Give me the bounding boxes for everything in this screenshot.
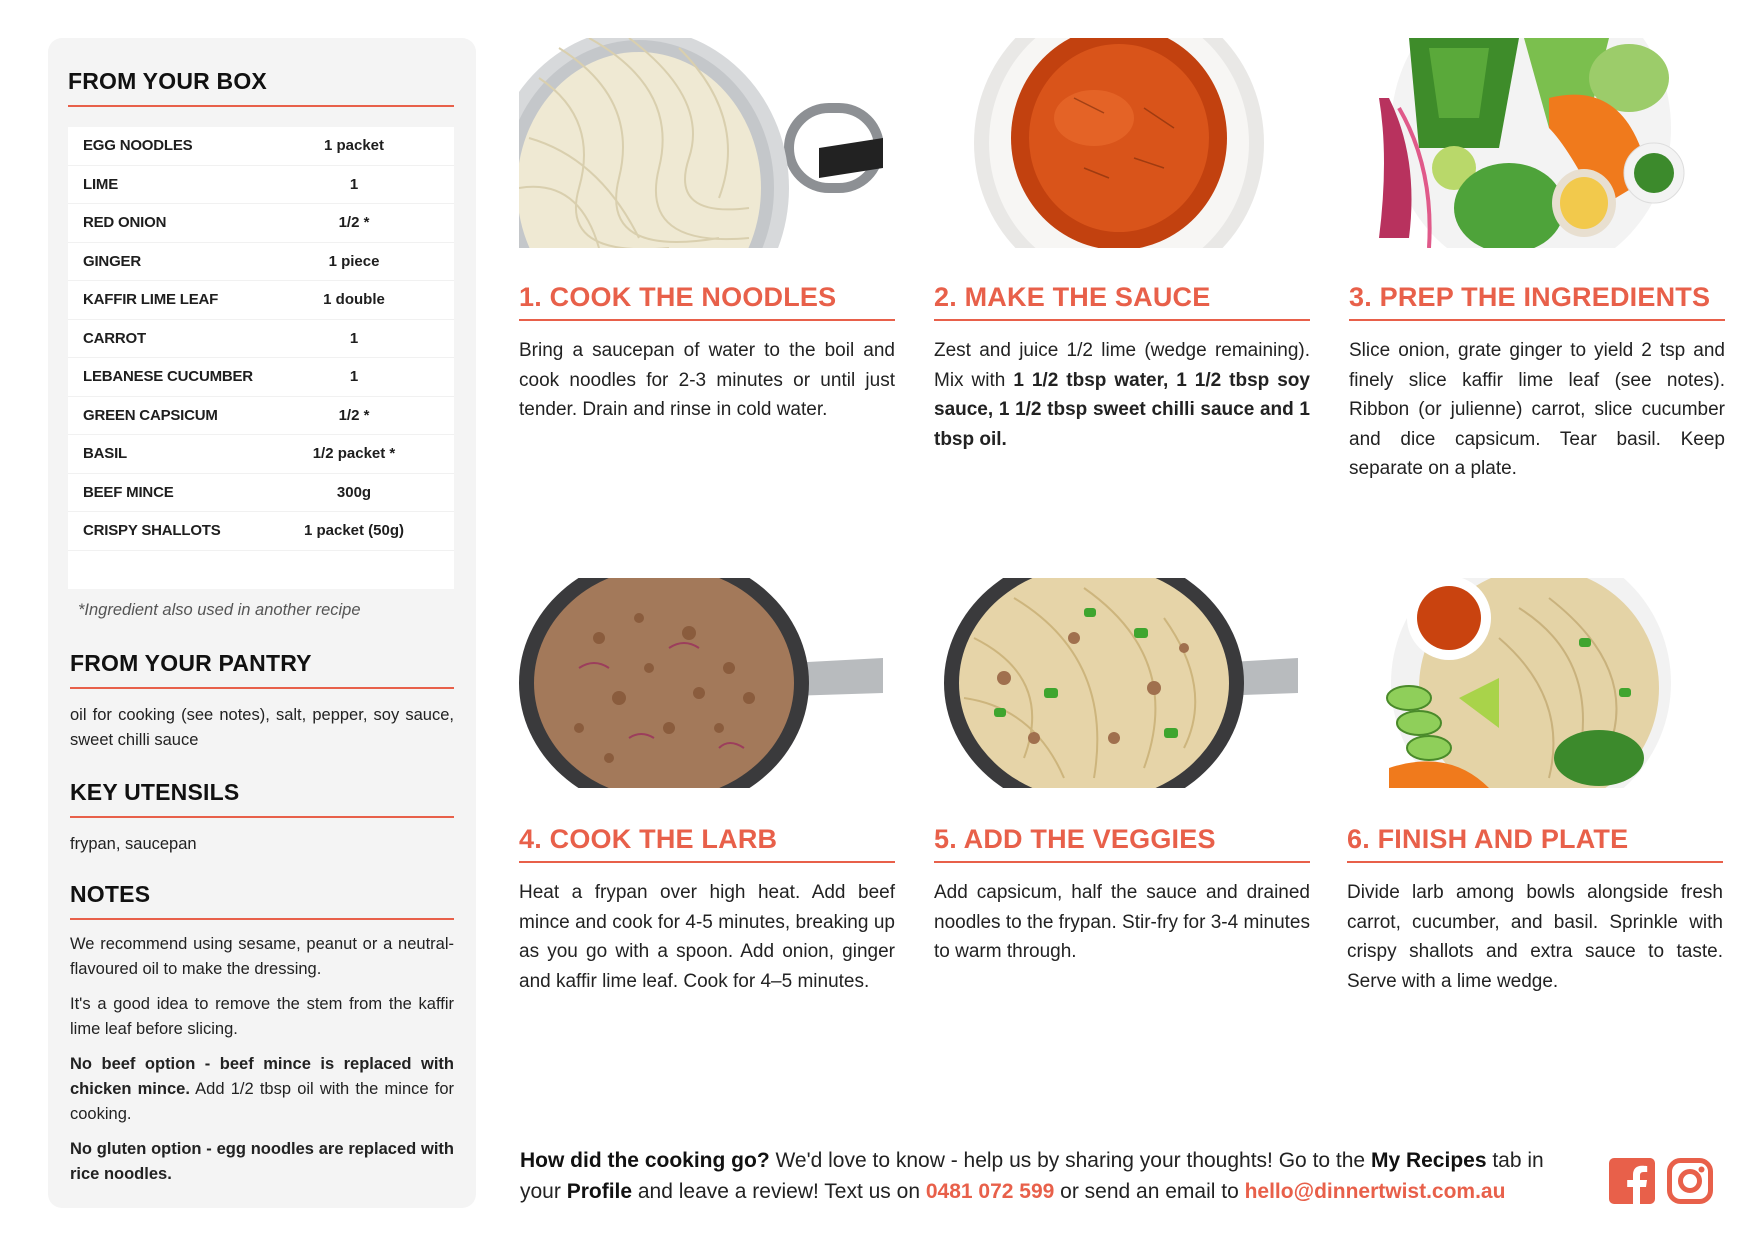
instagram-icon[interactable] — [1667, 1158, 1713, 1204]
facebook-icon[interactable] — [1609, 1158, 1655, 1204]
step-6-title: 6. FINISH AND PLATE — [1347, 824, 1723, 863]
step-2-text-bold: 1 1/2 tbsp water, 1 1/2 tbsp soy sauce, 1 1/2 tbsp sweet chilli sauce and 1 tbsp oil. — [934, 369, 1310, 450]
ingredient-row — [68, 127, 454, 166]
from-your-pantry-heading: FROM YOUR PANTRY — [70, 650, 454, 689]
ingredient-name: LEBANESE CUCUMBER — [83, 368, 253, 386]
email-link[interactable]: hello@dinnertwist.com.au — [1244, 1180, 1506, 1203]
ingredient-name: CARROT — [83, 329, 146, 347]
note-no-beef-bold: No beef option - beef mince is replaced with chicken mince. — [70, 1054, 454, 1098]
note-no-gluten — [70, 1137, 454, 1187]
ingredient-name: BASIL — [83, 445, 128, 463]
step-3-photo — [1349, 38, 1713, 248]
note-no-gluten-bold: No gluten option - egg noodles are replaced with rice noodles. — [70, 1139, 454, 1183]
my-recipes-link[interactable]: My Recipes — [1370, 1149, 1487, 1172]
note-oil: We recommend using sesame, peanut or a neutral-flavoured oil to make the dressing. — [70, 934, 454, 978]
ingredient-name: GINGER — [83, 252, 141, 270]
ingredient-row — [68, 166, 454, 205]
ingredient-qty: 1 — [349, 175, 359, 193]
notes-section — [70, 881, 454, 1187]
ingredient-qty: 1 piece — [328, 252, 380, 270]
ingredient-qty: 1 packet — [323, 137, 385, 155]
step-4-text: Heat a frypan over high heat. Add beef mince and cook for 4-5 minutes, breaking up as you go with a spoon. Add onion, ginger and kaffir lime leaf. Cook for 4–5 minutes. — [519, 882, 895, 992]
note-kaffir: It's a good idea to remove the stem from the kaffir lime leaf before slicing. — [70, 994, 454, 1038]
step-4-title: 4. COOK THE LARB — [519, 824, 895, 863]
pantry-text: oil for cooking (see notes), salt, pepper, soy sauce, sweet chilli sauce — [70, 705, 454, 749]
ingredient-qty: 1 double — [323, 291, 385, 309]
ingredient-qty: 1/2 packet * — [312, 445, 396, 463]
key-utensils-heading: KEY UTENSILS — [70, 779, 454, 818]
pantry-section — [70, 650, 454, 753]
step-2-title: 2. MAKE THE SAUCE — [934, 282, 1310, 321]
ingredient-name: EGG NOODLES — [83, 137, 193, 155]
step-3-text: Slice onion, grate ginger to yield 2 tsp and finely slice kaffir lime leaf (see notes). Ribbon (or julienne) carrot, slice cucumber and dice capsicum. Tear basil. Keep separate on a plate. — [1349, 340, 1725, 479]
utensils-section — [70, 779, 454, 857]
step-5-text: Add capsicum, half the sauce and drained noodles to the frypan. Stir-fry for 3-4 minutes to warm through. — [934, 882, 1310, 962]
feedback-footer — [520, 1145, 1580, 1207]
step-3-title: 3. PREP THE INGREDIENTS — [1349, 282, 1725, 321]
step-2-text-pre: Zest and juice 1/2 lime (wedge remaining). Mix with — [934, 340, 1310, 391]
ingredient-name: RED ONION — [83, 214, 167, 232]
ingredient-name: BEEF MINCE — [83, 483, 174, 501]
step-5-title: 5. ADD THE VEGGIES — [934, 824, 1310, 863]
step-6-photo — [1349, 578, 1713, 788]
ingredient-row — [68, 281, 454, 320]
ingredient-row — [68, 320, 454, 359]
ingredient-qty: 300g — [336, 483, 372, 501]
ingredient-name: LIME — [83, 175, 119, 193]
footer-text-3: and leave a review! Text us on — [632, 1180, 926, 1203]
note-no-beef — [70, 1052, 454, 1127]
ingredient-name: GREEN CAPSICUM — [83, 406, 218, 424]
footer-text-1: We'd love to know - help us by sharing your thoughts! Go to the — [769, 1149, 1371, 1172]
ingredient-footnote: *Ingredient also used in another recipe — [78, 600, 361, 619]
step-1-text: Bring a saucepan of water to the boil and cook noodles for 2-3 minutes or until just tender. Drain and rinse in cold water. — [519, 340, 895, 420]
footer-text-2: tab in your — [520, 1149, 1544, 1203]
profile-link[interactable]: Profile — [566, 1180, 633, 1203]
footer-question: How did the cooking go? — [520, 1149, 770, 1172]
note-no-beef-rest: Add 1/2 tbsp oil with the mince for cooking. — [70, 1079, 454, 1123]
ingredient-row — [68, 204, 454, 243]
ingredient-row — [68, 243, 454, 282]
ingredient-row — [68, 512, 454, 551]
ingredients-table — [68, 127, 454, 589]
step-1-title: 1. COOK THE NOODLES — [519, 282, 895, 321]
footer-text-4: or send an email to — [1054, 1180, 1245, 1203]
ingredient-name: CRISPY SHALLOTS — [83, 522, 221, 540]
ingredient-qty: 1 packet (50g) — [303, 522, 405, 540]
step-1-photo — [519, 38, 883, 248]
ingredient-row — [68, 397, 454, 436]
notes-heading: NOTES — [70, 881, 454, 920]
ingredient-row — [68, 358, 454, 397]
phone-link[interactable]: 0481 072 599 — [925, 1180, 1055, 1203]
ingredient-qty: 1/2 * — [338, 214, 370, 232]
ingredient-row — [68, 435, 454, 474]
step-5-photo — [934, 578, 1298, 788]
ingredient-row — [68, 474, 454, 513]
step-2-photo — [934, 38, 1298, 248]
ingredients-sidebar — [48, 38, 476, 1208]
from-your-box-heading: FROM YOUR BOX — [68, 68, 454, 107]
ingredient-qty: 1 — [349, 329, 359, 347]
utensils-text: frypan, saucepan — [70, 834, 197, 853]
step-6-text: Divide larb among bowls alongside fresh carrot, cucumber, and basil. Sprinkle with crispy shallots and extra sauce to taste. Serve with a lime wedge. — [1347, 882, 1723, 992]
ingredient-qty: 1 — [349, 368, 359, 386]
step-2-text — [934, 336, 1310, 454]
ingredient-qty: 1/2 * — [338, 406, 370, 424]
step-4-photo — [519, 578, 883, 788]
ingredient-name: KAFFIR LIME LEAF — [83, 291, 219, 309]
